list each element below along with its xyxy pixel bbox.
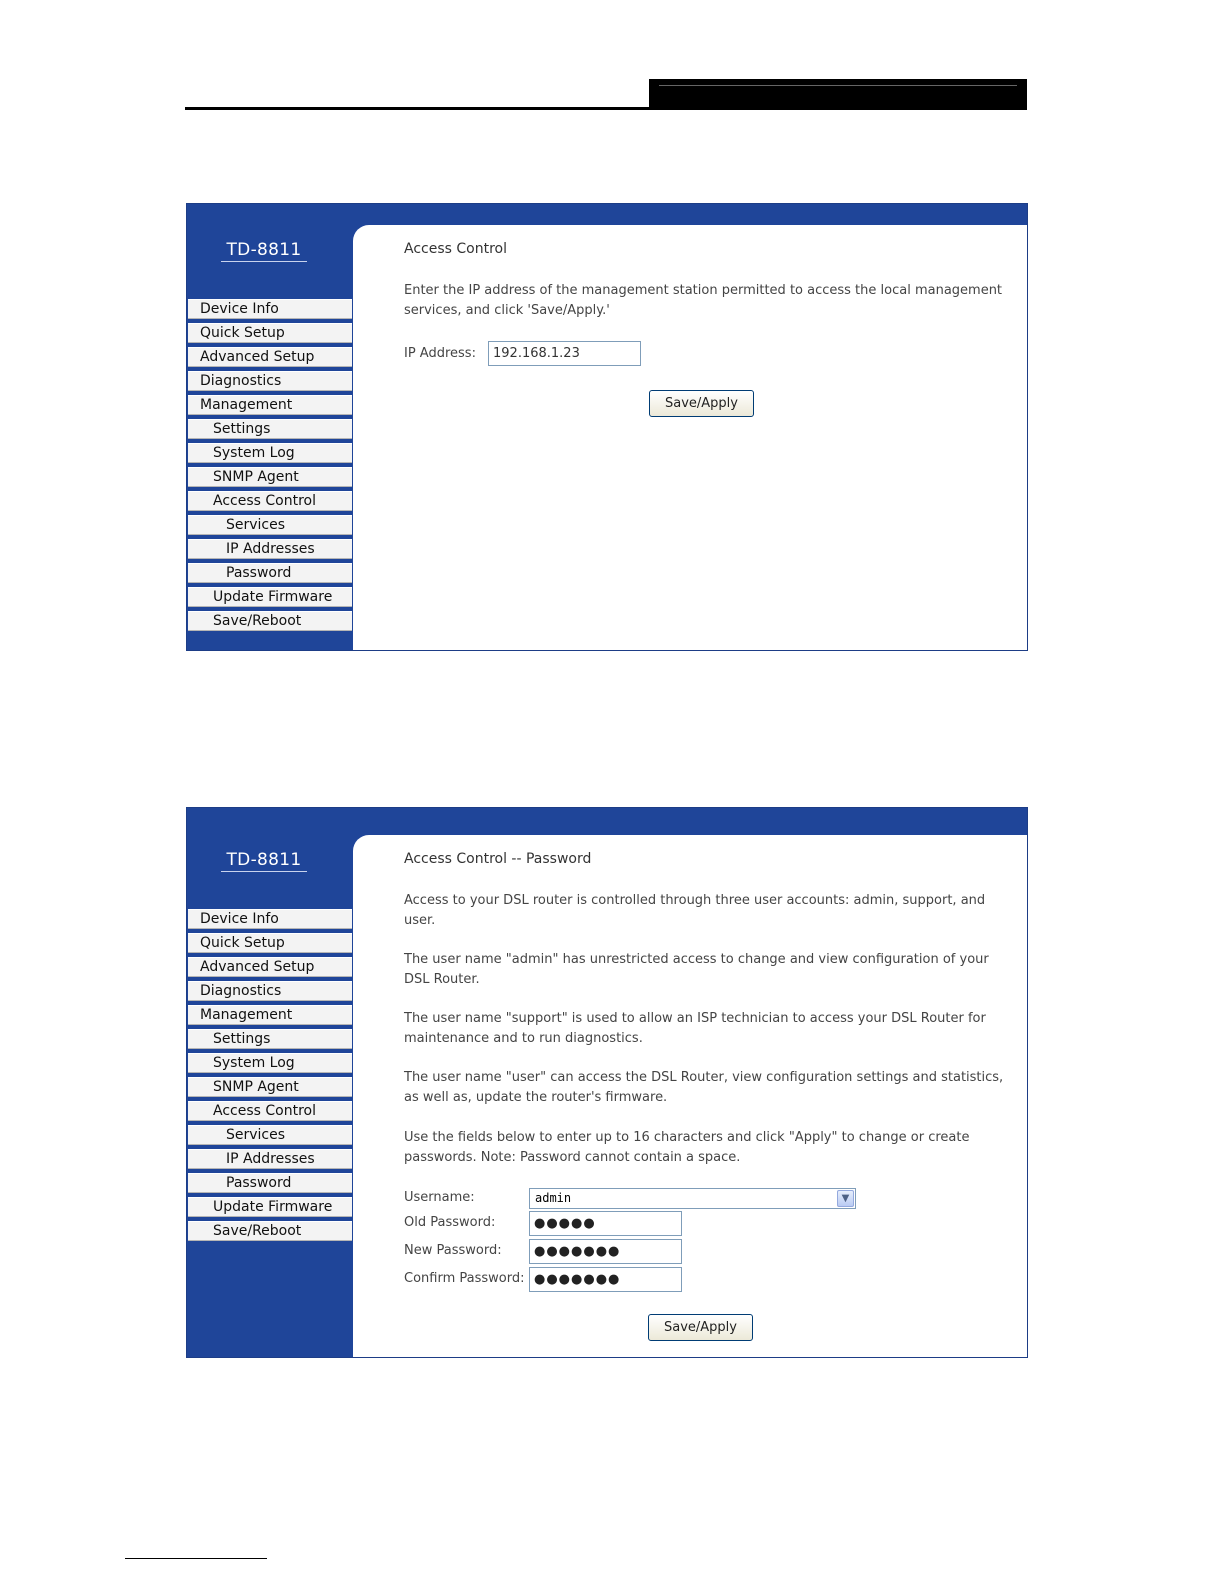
sidebar-item-access-control[interactable]: Access Control <box>188 491 352 511</box>
paragraph-accounts: Access to your DSL router is controlled through three user accounts: admin, support, and user. <box>404 893 986 928</box>
header-black-bar <box>649 79 1027 110</box>
sidebar-item-ip-addresses[interactable]: IP Addresses <box>188 1149 352 1169</box>
sidebar-item-quick-setup[interactable]: Quick Setup <box>188 323 352 343</box>
paragraph-admin: The user name "admin" has unrestricted access to change and view configuration of your DSL Router. <box>404 952 989 987</box>
sidebar-item-save-reboot[interactable]: Save/Reboot <box>188 611 352 631</box>
sidebar-item-device-info[interactable]: Device Info <box>188 299 352 319</box>
username-select[interactable] <box>529 1188 856 1209</box>
paragraph-support: The user name "support" is used to allow an ISP technician to access your DSL Router for maintenance and to run diagnostics. <box>404 1011 986 1046</box>
sidebar-item-diagnostics[interactable]: Diagnostics <box>188 981 352 1001</box>
screenshot-access-control-password <box>186 807 1028 1358</box>
sidebar-item-snmp-agent[interactable]: SNMP Agent <box>188 1077 352 1097</box>
sidebar-item-snmp-agent[interactable]: SNMP Agent <box>188 467 352 487</box>
confirm-password-label: Confirm Password: <box>404 1271 525 1286</box>
sidebar-item-access-control[interactable]: Access Control <box>188 1101 352 1121</box>
header-bar-rule <box>659 85 1017 86</box>
sidebar-item-update-firmware[interactable]: Update Firmware <box>188 587 352 607</box>
sidebar-item-settings[interactable]: Settings <box>188 1029 352 1049</box>
logo: TD-8811 <box>221 240 307 262</box>
paragraph-user: The user name "user" can access the DSL Router, view configuration settings and statistics, as well as, update the router's firmware. <box>404 1070 1004 1105</box>
sidebar-item-system-log[interactable]: System Log <box>188 443 352 463</box>
logo: TD-8811 <box>221 850 307 872</box>
sidebar-item-diagnostics[interactable]: Diagnostics <box>188 371 352 391</box>
content-panel <box>353 835 1027 1357</box>
content-panel <box>353 225 1027 650</box>
sidebar-item-device-info[interactable]: Device Info <box>188 909 352 929</box>
sidebar-item-password[interactable]: Password <box>188 563 352 583</box>
sidebar-item-settings[interactable]: Settings <box>188 419 352 439</box>
sidebar-item-management[interactable]: Management <box>188 1005 352 1025</box>
save-apply-button[interactable]: Save/Apply <box>648 1314 753 1341</box>
confirm-password-input[interactable]: ●●●●●●● <box>529 1267 682 1292</box>
paragraph-instructions: Use the fields below to enter up to 16 characters and click "Apply" to change or create passwords. Note: Password cannot contain a space. <box>404 1130 970 1165</box>
new-password-label: New Password: <box>404 1243 502 1258</box>
new-password-input[interactable]: ●●●●●●● <box>529 1239 682 1264</box>
page-title: Access Control -- Password <box>404 851 592 867</box>
chevron-down-icon[interactable]: ▼ <box>837 1190 854 1207</box>
sidebar-item-advanced-setup[interactable]: Advanced Setup <box>188 347 352 367</box>
old-password-input[interactable]: ●●●●● <box>529 1211 682 1236</box>
sidebar-item-services[interactable]: Services <box>188 515 352 535</box>
sidebar-item-update-firmware[interactable]: Update Firmware <box>188 1197 352 1217</box>
footer-rule <box>125 1558 267 1559</box>
sidebar-menu <box>188 299 352 635</box>
sidebar-item-services[interactable]: Services <box>188 1125 352 1145</box>
username-select-value: admin <box>535 1191 572 1205</box>
page-title: Access Control <box>404 241 507 257</box>
description: Enter the IP address of the management station permitted to access the local management services, and click 'Save/Apply.' <box>404 283 1003 318</box>
sidebar-menu <box>188 909 352 1245</box>
old-password-label: Old Password: <box>404 1215 496 1230</box>
username-label: Username: <box>404 1190 475 1205</box>
sidebar-item-management[interactable]: Management <box>188 395 352 415</box>
save-apply-button[interactable]: Save/Apply <box>649 390 754 417</box>
sidebar-item-system-log[interactable]: System Log <box>188 1053 352 1073</box>
ip-address-label: IP Address: <box>404 346 476 361</box>
sidebar-item-ip-addresses[interactable]: IP Addresses <box>188 539 352 559</box>
screenshot-access-control <box>186 203 1028 651</box>
sidebar-item-password[interactable]: Password <box>188 1173 352 1193</box>
ip-address-input[interactable] <box>488 341 641 366</box>
sidebar-item-save-reboot[interactable]: Save/Reboot <box>188 1221 352 1241</box>
sidebar-item-advanced-setup[interactable]: Advanced Setup <box>188 957 352 977</box>
sidebar-item-quick-setup[interactable]: Quick Setup <box>188 933 352 953</box>
